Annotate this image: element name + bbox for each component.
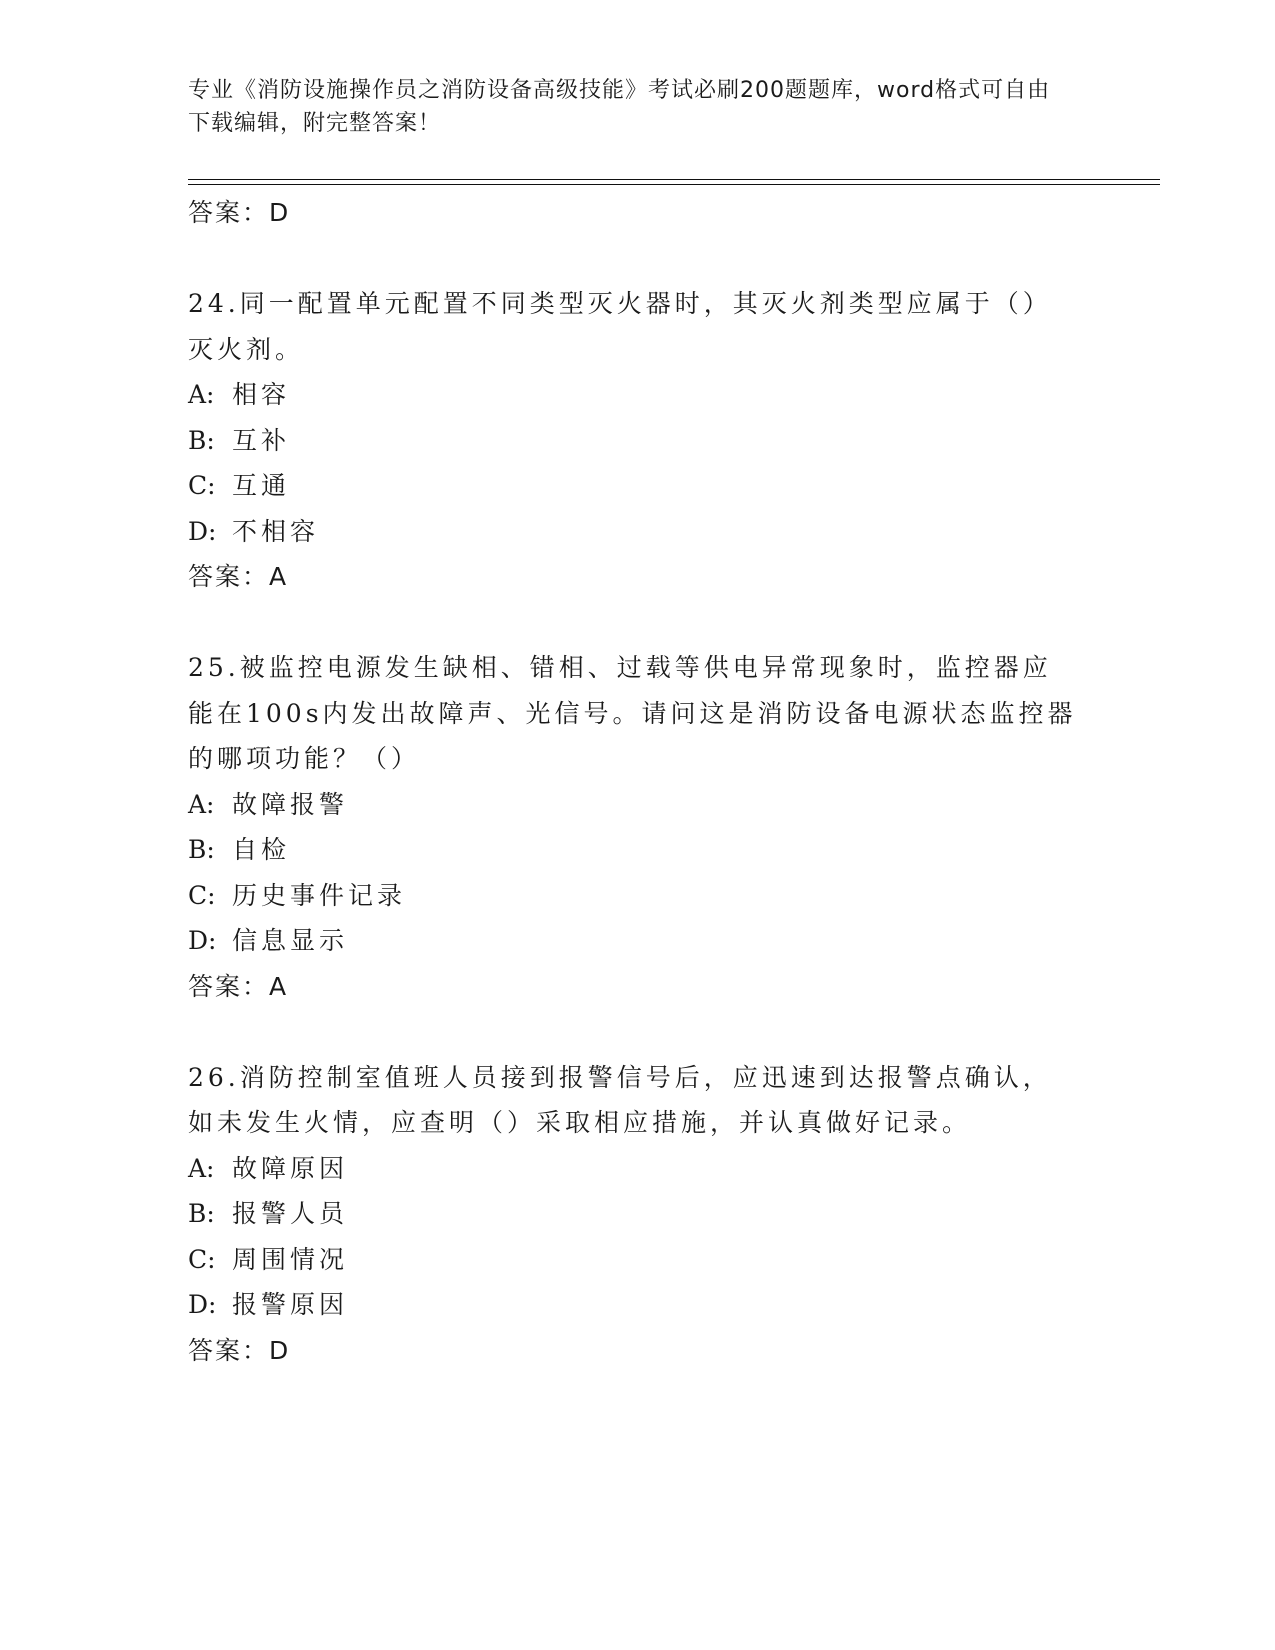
option-text: 相容: [232, 380, 291, 409]
option-letter: A:: [188, 789, 215, 819]
header-divider-top: [188, 179, 1160, 180]
option-letter: D:: [188, 516, 217, 546]
option-text: 报警人员: [232, 1199, 349, 1228]
option-d: [188, 509, 1078, 555]
question-text: 25.被监控电源发生缺相、错相、过载等供电异常现象时，监控器应能在100s内发出故障声、光信号。请问这是消防设备电源状态监控器的哪项功能？（）: [188, 653, 1077, 773]
option-d: [188, 1282, 1078, 1328]
option-letter: A:: [188, 380, 215, 409]
option-text: 故障报警: [232, 789, 349, 819]
question-25: [188, 645, 1078, 1009]
option-text: 互补: [232, 425, 291, 455]
document-header: 专业《消防设施操作员之消防设备高级技能》考试必刷200题题库，word格式可自由下载编辑，附完整答案！: [188, 78, 1051, 136]
option-c: [188, 1237, 1078, 1283]
option-b: [188, 1191, 1078, 1237]
option-a: [188, 1146, 1078, 1192]
option-c: [188, 873, 1078, 919]
answer-line: 答案：D: [188, 1335, 291, 1365]
question-26: [188, 1055, 1078, 1373]
option-letter: C:: [188, 471, 216, 500]
option-letter: C:: [188, 880, 216, 910]
option-letter: A:: [188, 1153, 215, 1183]
option-c: [188, 463, 1078, 509]
option-text: 不相容: [232, 516, 320, 546]
option-letter: B:: [188, 835, 215, 864]
option-a: [188, 372, 1078, 418]
question-24: [188, 281, 1078, 599]
answer-line: 答案：A: [188, 971, 289, 1001]
option-letter: B:: [188, 1199, 215, 1228]
question-list: [188, 190, 1078, 1373]
option-b: [188, 827, 1078, 873]
header-divider-bottom: [188, 184, 1160, 185]
option-a: [188, 782, 1078, 828]
option-text: 报警原因: [232, 1290, 349, 1319]
question-text: 26.消防控制室值班人员接到报警信号后，应迅速到达报警点确认，如未发生火情，应查明（）采取相应措施，并认真做好记录。: [188, 1062, 1052, 1137]
option-text: 互通: [232, 471, 291, 500]
option-letter: D:: [188, 1290, 217, 1319]
answer-line: 答案：A: [188, 562, 289, 591]
option-text: 自检: [232, 835, 291, 864]
option-text: 周围情况: [232, 1244, 349, 1274]
option-text: 历史事件记录: [232, 880, 407, 910]
option-letter: B:: [188, 425, 215, 455]
option-letter: D:: [188, 926, 217, 955]
option-letter: C:: [188, 1244, 216, 1274]
option-b: [188, 418, 1078, 464]
option-text: 信息显示: [232, 926, 349, 955]
question-text: 24.同一配置单元配置不同类型灭火器时，其灭火剂类型应属于（）灭火剂。: [188, 289, 1052, 364]
option-text: 故障原因: [232, 1153, 349, 1183]
previous-answer: 答案：D: [188, 198, 291, 227]
option-d: [188, 918, 1078, 964]
